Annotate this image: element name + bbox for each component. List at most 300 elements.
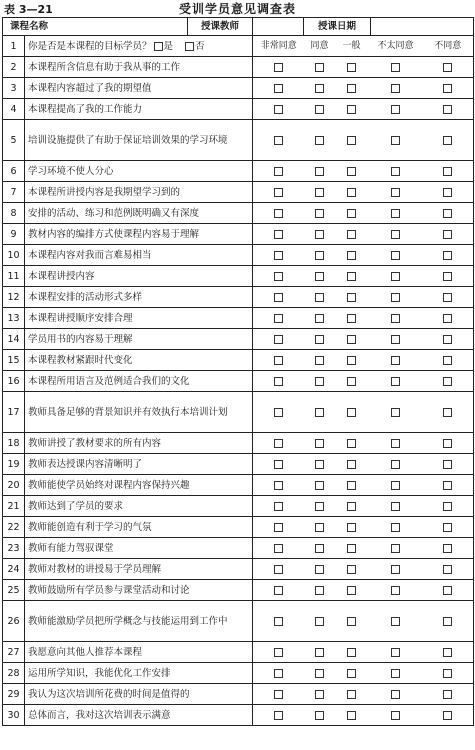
rating-checkbox[interactable]: [391, 105, 400, 114]
question-row: [3, 580, 474, 601]
question-row: [3, 266, 474, 287]
rating-checkbox[interactable]: [274, 209, 283, 218]
rating-cell: [369, 559, 423, 580]
rating-checkbox[interactable]: [391, 356, 400, 365]
rating-checkbox[interactable]: [443, 293, 452, 302]
rating-checkbox[interactable]: [347, 690, 356, 699]
question-number: 11: [3, 266, 25, 287]
question-text: 学习环境不使人分心: [25, 161, 253, 182]
rating-checkbox[interactable]: [443, 711, 452, 720]
rating-checkbox[interactable]: [274, 230, 283, 239]
rating-checkbox[interactable]: [315, 669, 324, 678]
rating-cell: [305, 580, 335, 601]
rating-cell: [305, 245, 335, 266]
rating-cell: [423, 392, 474, 433]
question-row: [3, 684, 474, 705]
rating-cell: [253, 433, 305, 454]
rating-cell: [335, 705, 369, 726]
question-text: 教师讲授了教材要求的所有内容: [25, 433, 253, 454]
question-number: 17: [3, 392, 25, 433]
question-row: [3, 371, 474, 392]
rating-cell: [253, 663, 305, 684]
rating-checkbox[interactable]: [315, 335, 324, 344]
rating-cell: [369, 684, 423, 705]
rating-checkbox[interactable]: [443, 188, 452, 197]
rating-checkbox[interactable]: [391, 314, 400, 323]
rating-checkbox[interactable]: [443, 502, 452, 511]
rating-cell: [423, 99, 474, 120]
rating-cell: [335, 517, 369, 538]
rating-checkbox[interactable]: [274, 460, 283, 469]
rating-checkbox[interactable]: [391, 136, 400, 145]
question-row: [3, 224, 474, 245]
rating-checkbox[interactable]: [391, 617, 400, 626]
course-name-label: 课程名称: [9, 21, 48, 32]
rating-checkbox[interactable]: [391, 209, 400, 218]
rating-cell: [369, 350, 423, 371]
rating-checkbox[interactable]: [274, 335, 283, 344]
rating-checkbox[interactable]: [443, 251, 452, 260]
rating-checkbox[interactable]: [347, 502, 356, 511]
rating-cell: [253, 245, 305, 266]
rating-checkbox[interactable]: [315, 209, 324, 218]
rating-checkbox[interactable]: [315, 690, 324, 699]
question-row: [3, 245, 474, 266]
table-number: 表 3—21: [4, 3, 53, 16]
question-number: 2: [3, 57, 25, 78]
rating-cell: [423, 705, 474, 726]
question-row: [3, 161, 474, 182]
rating-cell: [335, 663, 369, 684]
question-text: 本课程内容超过了我的期望值: [25, 78, 253, 99]
rating-cell: [423, 454, 474, 475]
rating-checkbox[interactable]: [347, 586, 356, 595]
rating-checkbox[interactable]: [347, 209, 356, 218]
rating-checkbox[interactable]: [274, 314, 283, 323]
rating-cell: [369, 99, 423, 120]
rating-checkbox[interactable]: [274, 523, 283, 532]
rating-cell: [305, 663, 335, 684]
rating-checkbox[interactable]: [315, 272, 324, 281]
rating-checkbox[interactable]: [347, 272, 356, 281]
rating-checkbox[interactable]: [347, 544, 356, 553]
rating-checkbox[interactable]: [347, 377, 356, 386]
rating-checkbox[interactable]: [347, 523, 356, 532]
rating-cell: [423, 78, 474, 99]
rating-checkbox[interactable]: [315, 481, 324, 490]
question-text: 学员用书的内容易于理解: [25, 329, 253, 350]
rating-checkbox[interactable]: [274, 377, 283, 386]
question-number: 24: [3, 559, 25, 580]
rating-checkbox[interactable]: [347, 335, 356, 344]
yes-checkbox[interactable]: [154, 42, 163, 51]
course-name-value[interactable]: [55, 18, 188, 35]
rating-cell: [335, 433, 369, 454]
question-number: 20: [3, 475, 25, 496]
rating-cell: [369, 517, 423, 538]
rating-cell: [423, 642, 474, 663]
rating-checkbox[interactable]: [443, 481, 452, 490]
rating-checkbox[interactable]: [391, 335, 400, 344]
rating-checkbox[interactable]: [443, 617, 452, 626]
rating-cell: [305, 684, 335, 705]
rating-cell: [335, 266, 369, 287]
rating-checkbox[interactable]: [274, 711, 283, 720]
rating-checkbox[interactable]: [391, 481, 400, 490]
rating-checkbox[interactable]: [315, 439, 324, 448]
rating-checkbox[interactable]: [315, 84, 324, 93]
rating-checkbox[interactable]: [315, 377, 324, 386]
rating-cell: [305, 329, 335, 350]
rating-checkbox[interactable]: [443, 377, 452, 386]
rating-checkbox[interactable]: [274, 408, 283, 417]
rating-cell: [305, 120, 335, 161]
rating-cell: [253, 705, 305, 726]
rating-cell: [369, 392, 423, 433]
rating-checkbox[interactable]: [391, 251, 400, 260]
rating-checkbox[interactable]: [274, 356, 283, 365]
rating-cell: [253, 57, 305, 78]
rating-checkbox[interactable]: [391, 523, 400, 532]
header-row: [3, 18, 474, 36]
rating-cell: [253, 580, 305, 601]
rating-checkbox[interactable]: [443, 230, 452, 239]
rating-cell: [253, 475, 305, 496]
rating-cell: [423, 120, 474, 161]
rating-checkbox[interactable]: [347, 460, 356, 469]
rating-checkbox[interactable]: [274, 544, 283, 553]
rating-cell: [423, 559, 474, 580]
rating-checkbox[interactable]: [443, 586, 452, 595]
question-number: 14: [3, 329, 25, 350]
rating-cell: [253, 371, 305, 392]
question-number: 10: [3, 245, 25, 266]
rating-checkbox[interactable]: [274, 272, 283, 281]
rating-checkbox[interactable]: [391, 565, 400, 574]
rating-cell: [305, 308, 335, 329]
rating-cell: [369, 538, 423, 559]
rating-checkbox[interactable]: [347, 293, 356, 302]
rating-checkbox[interactable]: [443, 167, 452, 176]
rating-checkbox[interactable]: [443, 648, 452, 657]
rating-cell: [369, 203, 423, 224]
rating-checkbox[interactable]: [443, 356, 452, 365]
rating-cell: [335, 203, 369, 224]
rating-checkbox[interactable]: [347, 481, 356, 490]
rating-cell: [253, 329, 305, 350]
rating-cell: [423, 329, 474, 350]
question-text: 教材内容的编排方式使课程内容易于理解: [25, 224, 253, 245]
rating-checkbox[interactable]: [347, 251, 356, 260]
rating-checkbox[interactable]: [391, 460, 400, 469]
rating-cell: [253, 99, 305, 120]
rating-cell: [423, 601, 474, 642]
rating-checkbox[interactable]: [315, 648, 324, 657]
rating-checkbox[interactable]: [347, 136, 356, 145]
rating-checkbox[interactable]: [391, 293, 400, 302]
rating-checkbox[interactable]: [347, 63, 356, 72]
rating-checkbox[interactable]: [443, 84, 452, 93]
question-row: [3, 392, 474, 433]
rating-cell: [335, 329, 369, 350]
rating-cell: [423, 684, 474, 705]
rating-checkbox[interactable]: [347, 648, 356, 657]
rating-checkbox[interactable]: [347, 356, 356, 365]
rating-cell: [305, 559, 335, 580]
question-text: 我认为这次培训所花费的时间是值得的: [25, 684, 253, 705]
question-row: [3, 182, 474, 203]
rating-cell: [305, 496, 335, 517]
rating-checkbox[interactable]: [347, 711, 356, 720]
question-row: [3, 496, 474, 517]
rating-cell: [423, 245, 474, 266]
rating-checkbox[interactable]: [315, 356, 324, 365]
rating-checkbox[interactable]: [274, 617, 283, 626]
rating-cell: [253, 78, 305, 99]
rating-checkbox[interactable]: [347, 167, 356, 176]
rating-cell: [335, 454, 369, 475]
rating-checkbox[interactable]: [391, 230, 400, 239]
rating-checkbox[interactable]: [347, 408, 356, 417]
rating-cell: [305, 642, 335, 663]
rating-checkbox[interactable]: [274, 63, 283, 72]
rating-checkbox[interactable]: [274, 167, 283, 176]
rating-checkbox[interactable]: [443, 460, 452, 469]
rating-cell: [369, 496, 423, 517]
rating-checkbox[interactable]: [443, 314, 452, 323]
question-text: 本课程安排的活动形式多样: [25, 287, 253, 308]
rating-cell: [253, 684, 305, 705]
no-checkbox[interactable]: [185, 42, 194, 51]
rating-checkbox[interactable]: [443, 439, 452, 448]
rating-cell: [335, 580, 369, 601]
rating-checkbox[interactable]: [274, 565, 283, 574]
rating-checkbox[interactable]: [274, 439, 283, 448]
rating-cell: [423, 433, 474, 454]
rating-cell: [253, 538, 305, 559]
rating-checkbox[interactable]: [315, 502, 324, 511]
rating-checkbox[interactable]: [347, 84, 356, 93]
question-text: 教师对教材的讲授易于学员理解: [25, 559, 253, 580]
rating-checkbox[interactable]: [347, 314, 356, 323]
rating-checkbox[interactable]: [315, 136, 324, 145]
survey-table: [2, 17, 474, 726]
rating-cell: [423, 496, 474, 517]
rating-checkbox[interactable]: [347, 565, 356, 574]
rating-cell: [335, 538, 369, 559]
question-row: [3, 57, 474, 78]
scale-label: 不同意: [423, 36, 474, 57]
rating-cell: [253, 182, 305, 203]
question-text: 教师能激励学员把所学概念与技能运用到工作中: [25, 601, 253, 642]
rating-cell: [253, 350, 305, 371]
rating-cell: [423, 371, 474, 392]
question-row: [3, 663, 474, 684]
rating-cell: [305, 601, 335, 642]
rating-checkbox[interactable]: [274, 669, 283, 678]
rating-checkbox[interactable]: [391, 188, 400, 197]
rating-checkbox[interactable]: [274, 84, 283, 93]
rating-cell: [305, 266, 335, 287]
question-number: 29: [3, 684, 25, 705]
rating-checkbox[interactable]: [347, 669, 356, 678]
rating-checkbox[interactable]: [315, 565, 324, 574]
rating-checkbox[interactable]: [315, 167, 324, 176]
rating-checkbox[interactable]: [274, 251, 283, 260]
rating-checkbox[interactable]: [347, 617, 356, 626]
rating-checkbox[interactable]: [315, 293, 324, 302]
rating-checkbox[interactable]: [443, 523, 452, 532]
rating-checkbox[interactable]: [391, 502, 400, 511]
rating-checkbox[interactable]: [443, 690, 452, 699]
rating-cell: [369, 308, 423, 329]
rating-checkbox[interactable]: [315, 617, 324, 626]
question-number: 18: [3, 433, 25, 454]
rating-checkbox[interactable]: [443, 209, 452, 218]
rating-checkbox[interactable]: [391, 84, 400, 93]
rating-checkbox[interactable]: [347, 105, 356, 114]
rating-checkbox[interactable]: [443, 408, 452, 417]
rating-checkbox[interactable]: [443, 105, 452, 114]
rating-cell: [305, 224, 335, 245]
rating-checkbox[interactable]: [315, 544, 324, 553]
rating-checkbox[interactable]: [391, 408, 400, 417]
rating-cell: [305, 517, 335, 538]
question-number: 13: [3, 308, 25, 329]
rating-checkbox[interactable]: [315, 251, 324, 260]
rating-checkbox[interactable]: [347, 230, 356, 239]
question-row: [3, 538, 474, 559]
rating-checkbox[interactable]: [391, 272, 400, 281]
rating-checkbox[interactable]: [274, 586, 283, 595]
rating-cell: [305, 78, 335, 99]
rating-cell: [253, 120, 305, 161]
rating-cell: [253, 266, 305, 287]
rating-checkbox[interactable]: [315, 230, 324, 239]
rating-checkbox[interactable]: [391, 63, 400, 72]
rating-checkbox[interactable]: [315, 188, 324, 197]
rating-checkbox[interactable]: [274, 481, 283, 490]
rating-checkbox[interactable]: [315, 314, 324, 323]
rating-checkbox[interactable]: [443, 136, 452, 145]
rating-checkbox[interactable]: [391, 167, 400, 176]
rating-checkbox[interactable]: [315, 586, 324, 595]
rating-checkbox[interactable]: [391, 377, 400, 386]
rating-checkbox[interactable]: [391, 586, 400, 595]
teacher-value[interactable]: [253, 18, 304, 35]
rating-cell: [253, 308, 305, 329]
rating-checkbox[interactable]: [274, 188, 283, 197]
rating-cell: [423, 287, 474, 308]
rating-checkbox[interactable]: [315, 105, 324, 114]
question-1-text: 你是否是本课程的目标学员？: [28, 40, 152, 52]
question-text: 本课程教材紧跟时代变化: [25, 350, 253, 371]
question-row: [3, 705, 474, 726]
rating-checkbox[interactable]: [391, 711, 400, 720]
rating-checkbox[interactable]: [443, 335, 452, 344]
rating-cell: [423, 57, 474, 78]
question-number: 9: [3, 224, 25, 245]
rating-cell: [335, 392, 369, 433]
rating-cell: [305, 350, 335, 371]
rating-checkbox[interactable]: [315, 523, 324, 532]
rating-cell: [253, 517, 305, 538]
rating-cell: [253, 161, 305, 182]
rating-checkbox[interactable]: [315, 63, 324, 72]
rating-checkbox[interactable]: [443, 63, 452, 72]
question-number: 5: [3, 120, 25, 161]
rating-cell: [423, 580, 474, 601]
rating-checkbox[interactable]: [443, 544, 452, 553]
rating-checkbox[interactable]: [315, 408, 324, 417]
question-text: 本课程提高了我的工作能力: [25, 99, 253, 120]
rating-checkbox[interactable]: [443, 565, 452, 574]
rating-checkbox[interactable]: [315, 460, 324, 469]
question-text: 本课程内容对我而言难易相当: [25, 245, 253, 266]
rating-checkbox[interactable]: [274, 293, 283, 302]
question-row: [3, 475, 474, 496]
rating-checkbox[interactable]: [391, 669, 400, 678]
rating-checkbox[interactable]: [391, 544, 400, 553]
rating-checkbox[interactable]: [274, 648, 283, 657]
question-text: 教师具备足够的背景知识并有效执行本培训计划: [25, 392, 253, 433]
scale-label: 不太同意: [369, 36, 423, 57]
question-text: 运用所学知识，我能优化工作安排: [25, 663, 253, 684]
rating-checkbox[interactable]: [274, 502, 283, 511]
rating-cell: [369, 182, 423, 203]
rating-checkbox[interactable]: [315, 711, 324, 720]
rating-cell: [335, 684, 369, 705]
question-row: [3, 517, 474, 538]
rating-cell: [253, 642, 305, 663]
rating-cell: [423, 538, 474, 559]
rating-cell: [423, 663, 474, 684]
rating-cell: [335, 120, 369, 161]
rating-cell: [369, 454, 423, 475]
rating-checkbox[interactable]: [274, 136, 283, 145]
rating-checkbox[interactable]: [347, 439, 356, 448]
question-text: [25, 36, 253, 57]
question-text: 本课程所含信息有助于我从事的工作: [25, 57, 253, 78]
rating-checkbox[interactable]: [391, 648, 400, 657]
question-number: 23: [3, 538, 25, 559]
rating-checkbox[interactable]: [443, 669, 452, 678]
rating-checkbox[interactable]: [347, 188, 356, 197]
question-row: [3, 78, 474, 99]
rating-cell: [335, 371, 369, 392]
question-text: 本课程所用语言及范例适合我们的文化: [25, 371, 253, 392]
rating-cell: [369, 371, 423, 392]
rating-checkbox[interactable]: [443, 272, 452, 281]
rating-cell: [369, 663, 423, 684]
rating-checkbox[interactable]: [274, 105, 283, 114]
question-text: 教师表达授课内容清晰明了: [25, 454, 253, 475]
rating-checkbox[interactable]: [391, 690, 400, 699]
rating-cell: [253, 392, 305, 433]
question-row: [3, 203, 474, 224]
rating-checkbox[interactable]: [391, 439, 400, 448]
question-number: 28: [3, 663, 25, 684]
rating-cell: [369, 78, 423, 99]
rating-cell: [253, 454, 305, 475]
rating-cell: [369, 642, 423, 663]
rating-checkbox[interactable]: [274, 690, 283, 699]
question-text: 本课程所讲授内容是我期望学习到的: [25, 182, 253, 203]
rating-cell: [335, 475, 369, 496]
rating-cell: [305, 99, 335, 120]
question-number: 30: [3, 705, 25, 726]
rating-cell: [253, 287, 305, 308]
